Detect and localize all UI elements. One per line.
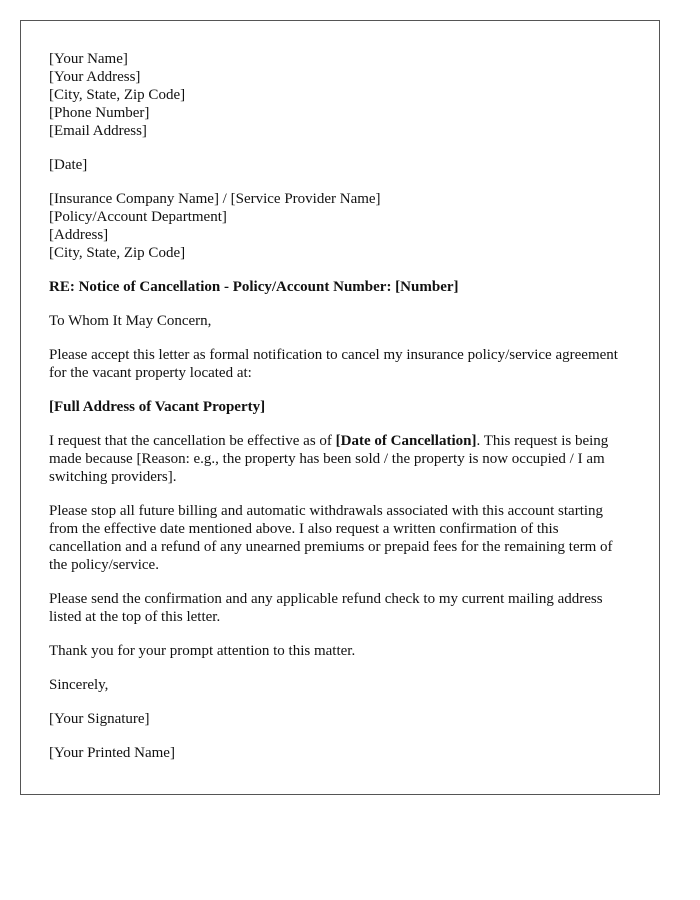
p2-text-after: . This request is being made because [Reason: e.g., the property has been sold / the property is now occupied / I am switching providers].	[49, 433, 609, 485]
recipient-city-state-zip: [City, State, Zip Code]	[49, 245, 186, 261]
closing: Sincerely,	[49, 677, 109, 693]
date-block	[49, 156, 631, 174]
p2-text-before: I request that the cancellation be effective as of	[49, 433, 336, 449]
body-paragraph-1	[49, 346, 631, 382]
printed-name: [Your Printed Name]	[49, 745, 175, 761]
cancellation-date: [Date of Cancellation]	[335, 433, 477, 449]
salutation: To Whom It May Concern,	[49, 313, 212, 329]
sender-phone: [Phone Number]	[49, 105, 150, 121]
recipient-company: [Insurance Company Name] / [Service Provider Name]	[49, 191, 381, 207]
body-paragraph-2	[49, 432, 631, 486]
recipient-department: [Policy/Account Department]	[49, 209, 227, 225]
body-paragraph-3	[49, 502, 631, 574]
body-paragraph-3-text: Please stop all future billing and automatic withdrawals associated with this account starting from the effective date mentioned above. I also request a written confirmation of this cancellation and a refund of any unearned premiums or prepaid fees for the remaining term of the policy/service.	[49, 503, 613, 573]
closing-block	[49, 676, 631, 694]
subject-block	[49, 278, 631, 296]
recipient-block	[49, 190, 631, 262]
property-address: [Full Address of Vacant Property]	[49, 399, 266, 415]
letter-date: [Date]	[49, 157, 88, 173]
sender-name: [Your Name]	[49, 51, 128, 67]
signature: [Your Signature]	[49, 711, 150, 727]
sender-block	[49, 50, 631, 140]
salutation-block	[49, 312, 631, 330]
letter-frame	[20, 20, 660, 795]
body-paragraph-1-text: Please accept this letter as formal notification to cancel my insurance policy/service agreement for the vacant property located at:	[49, 347, 618, 381]
recipient-address: [Address]	[49, 227, 109, 243]
body-paragraph-5	[49, 642, 631, 660]
sender-address: [Your Address]	[49, 69, 141, 85]
signature-block	[49, 710, 631, 728]
property-address-block	[49, 398, 631, 416]
body-paragraph-4	[49, 590, 631, 626]
subject-line: RE: Notice of Cancellation - Policy/Account Number: [Number]	[49, 279, 459, 295]
sender-email: [Email Address]	[49, 123, 147, 139]
sender-city-state-zip: [City, State, Zip Code]	[49, 87, 186, 103]
printed-name-block	[49, 744, 631, 762]
body-paragraph-2-text	[49, 432, 631, 486]
body-paragraph-5-text: Thank you for your prompt attention to this matter.	[49, 643, 356, 659]
body-paragraph-4-text: Please send the confirmation and any applicable refund check to my current mailing address listed at the top of this letter.	[49, 591, 603, 625]
